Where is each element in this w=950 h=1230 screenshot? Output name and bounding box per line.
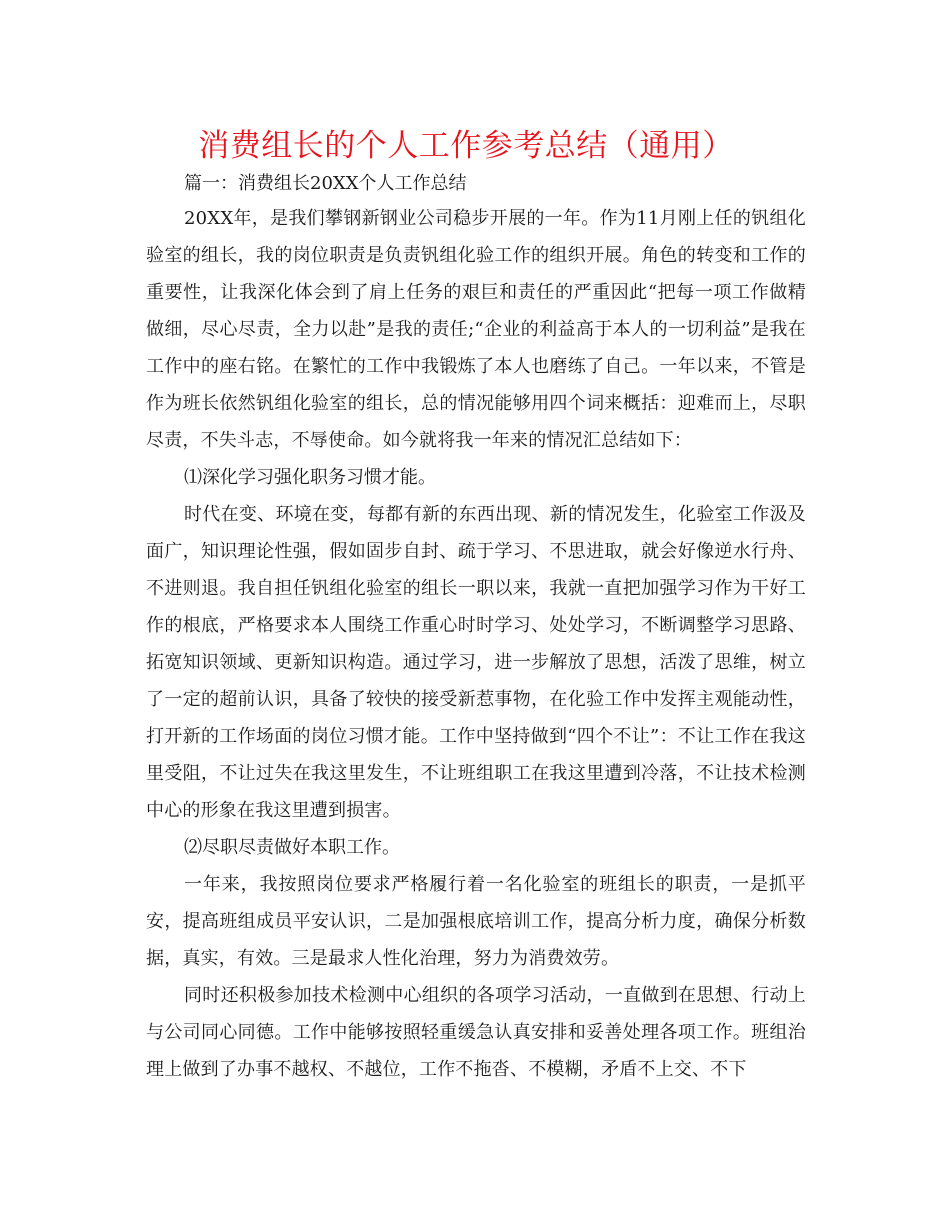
paragraph-activities: 同时还积极参加技术检测中心组织的各项学习活动，一直做到在思想、行动上与公司同心同德。工作中能够按照轻重缓急认真安排和妥善处理各项工作。班组治理上做到了办事不越权、不越位，工作不拖沓、不模糊，矛盾不上交、不下 xyxy=(146,985,806,1080)
document-title: 消费组长的个人工作参考总结（通用） xyxy=(198,128,734,164)
section-heading-2: ⑵尽职尽责做好本职工作。 xyxy=(184,837,400,858)
paragraph-study: 时代在变、环境在变，每都有新的东西出现、新的情况发生，化验室工作汲及面广，知识理论性强，假如固步自封、疏于学习、不思进取，就会好像逆水行舟、不进则退。我自担任钒组化验室的组长一职以来，我就一直把加强学习作为干好工作的根底，严格要求本人围绕工作重心时时学习、处处学习，不断调整学习思路、拓宽知识领域、更新知识构造。通过学习，进一步解放了思想，活泼了思维，树立了一定的超前认识，具备了较快的接受新惹事物，在化验工作中发挥主观能动性，打开新的工作场面的岗位习惯才能。工作中坚持做到“四个不让”：不让工作在我这里受阻，不让过失在我这里发生，不让班组职工在我这里遭到冷落，不让技术检测中心的形象在我这里遭到损害。 xyxy=(146,504,806,821)
document-body xyxy=(146,168,806,1088)
document-subtitle: 篇一：消费组长20XX个人工作总结 xyxy=(184,173,467,194)
section-heading-1: ⑴深化学习强化职务习惯才能。 xyxy=(184,467,436,488)
paragraph-duties: 一年来，我按照岗位要求严格履行着一名化验室的班组长的职责，一是抓平安，提高班组成员平安认识，二是加强根底培训工作，提高分析力度，确保分析数据，真实，有效。三是最求人性化治理，努力为消费效劳。 xyxy=(146,874,806,969)
paragraph-intro: 20XX年，是我们攀钢新钢业公司稳步开展的一年。作为11月刚上任的钒组化验室的组长，我的岗位职责是负责钒组化验工作的组织开展。角色的转变和工作的重要性，让我深化体会到了肩上任务的艰巨和责任的严重因此“把每一项工作做精做细，尽心尽责，全力以赴”是我的责任;“企业的利益高于本人的一切利益”是我在工作中的座右铭。在繁忙的工作中我锻炼了本人也磨练了自己。一年以来，不管是作为班长依然钒组化验室的组长，总的情况能够用四个词来概括：迎难而上，尽职尽责，不失斗志，不辱使命。如今就将我一年来的情况汇总结如下： xyxy=(146,208,806,451)
